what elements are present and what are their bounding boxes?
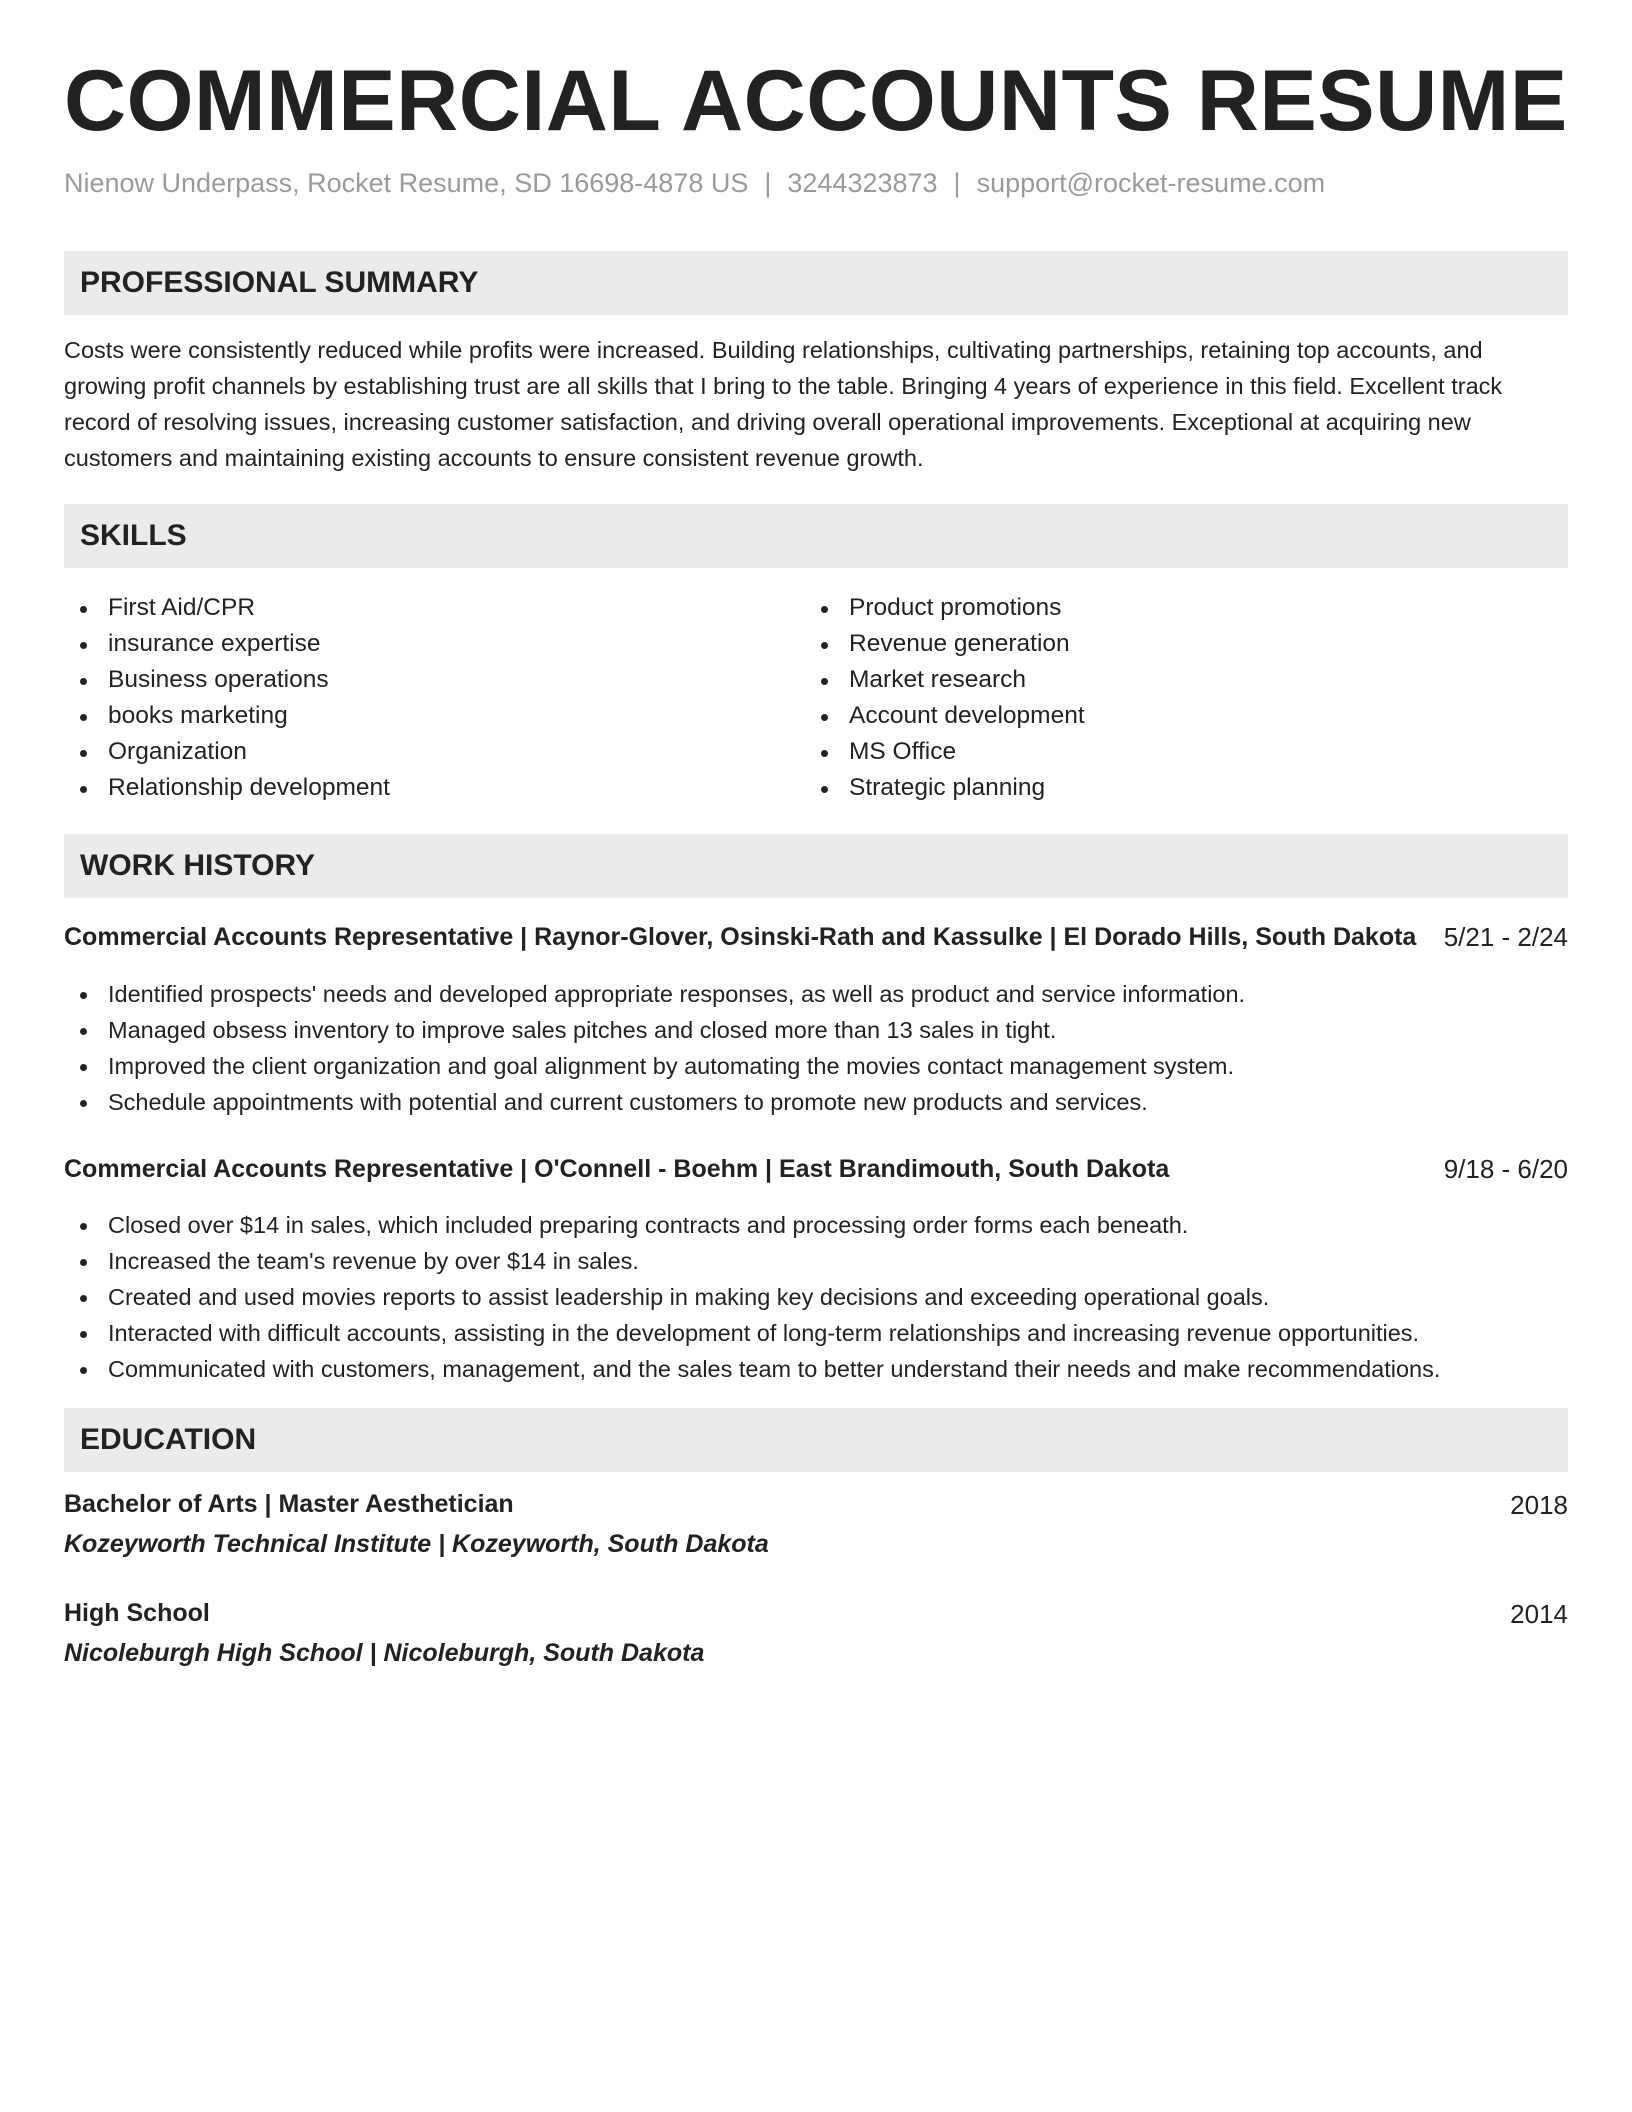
skill-item: books marketing [64,698,390,734]
job-bullet: Identified prospects' needs and developed appropriate responses, as well as product and service information. [64,976,1245,1012]
job-bullet: Managed obsess inventory to improve sales pitches and closed more than 13 sales in tight. [64,1012,1245,1048]
job-title: Commercial Accounts Representative | Raynor-Glover, Osinski-Rath and Kassulke | El Dorado Hills, South Dakota [64,923,1417,951]
job-bullets [64,1207,1440,1387]
skill-item: Organization [64,734,390,770]
section-heading-skills: SKILLS [64,504,1568,568]
education-degree: Bachelor of Arts | Master Aesthetician [64,1490,514,1518]
education-school: Kozeyworth Technical Institute | Kozeyworth, South Dakota [64,1530,769,1558]
section-heading-education: EDUCATION [64,1408,1568,1472]
job-bullet: Improved the client organization and goal alignment by automating the movies contact management system. [64,1048,1245,1084]
job-title: Commercial Accounts Representative | O'Connell - Boehm | East Brandimouth, South Dakota [64,1155,1170,1183]
skill-item: Product promotions [805,590,1085,626]
education-year: 2018 [1510,1490,1568,1520]
job-bullets [64,976,1245,1120]
job-bullet: Schedule appointments with potential and current customers to promote new products and services. [64,1084,1245,1120]
education-school: Nicoleburgh High School | Nicoleburgh, South Dakota [64,1639,705,1667]
job-bullet: Communicated with customers, management, and the sales team to better understand their needs and make recommendations. [64,1351,1440,1387]
contact-phone: 3244323873 [787,168,938,198]
job-dates: 5/21 - 2/24 [1443,922,1568,952]
skill-item: Business operations [64,662,390,698]
skills-list-left [64,590,390,806]
skill-item: Account development [805,698,1085,734]
education-degree: High School [64,1599,210,1627]
resume-title: COMMERCIAL ACCOUNTS RESUME [64,53,1568,149]
skills-list-right [805,590,1085,806]
education-year: 2014 [1510,1599,1568,1629]
contact-email: support@rocket-resume.com [976,168,1326,198]
job-bullet: Interacted with difficult accounts, assisting in the development of long-term relationships and increasing revenue opportunities. [64,1315,1440,1351]
section-heading-work: WORK HISTORY [64,834,1568,898]
job-bullet: Increased the team's revenue by over $14 in sales. [64,1243,1440,1279]
summary-text: Costs were consistently reduced while profits were increased. Building relationships, cultivating partnerships, retaining top accounts, and growing profit channels by establishing trust are all skills that I bring to the table. Bringing 4 years of experience in this field. Excellent track record of resolving issues, increasing customer satisfaction, and driving overall operational improvements. Exceptional at acquiring new customers and maintaining existing accounts to ensure consistent revenue growth. [64,337,1503,471]
contact-separator: | [764,168,772,198]
contact-line [64,168,1325,199]
skill-item: Relationship development [64,770,390,806]
contact-address: Nienow Underpass, Rocket Resume, SD 16698-4878 US [64,168,749,198]
job-dates: 9/18 - 6/20 [1443,1154,1568,1184]
skill-item: insurance expertise [64,626,390,662]
skill-item: First Aid/CPR [64,590,390,626]
skill-item: Strategic planning [805,770,1085,806]
job-bullet: Created and used movies reports to assist leadership in making key decisions and exceeding operational goals. [64,1279,1440,1315]
section-heading-summary: PROFESSIONAL SUMMARY [64,251,1568,315]
skill-item: Market research [805,662,1085,698]
skill-item: Revenue generation [805,626,1085,662]
contact-separator: | [953,168,961,198]
job-bullet: Closed over $14 in sales, which included preparing contracts and processing order forms each beneath. [64,1207,1440,1243]
skill-item: MS Office [805,734,1085,770]
